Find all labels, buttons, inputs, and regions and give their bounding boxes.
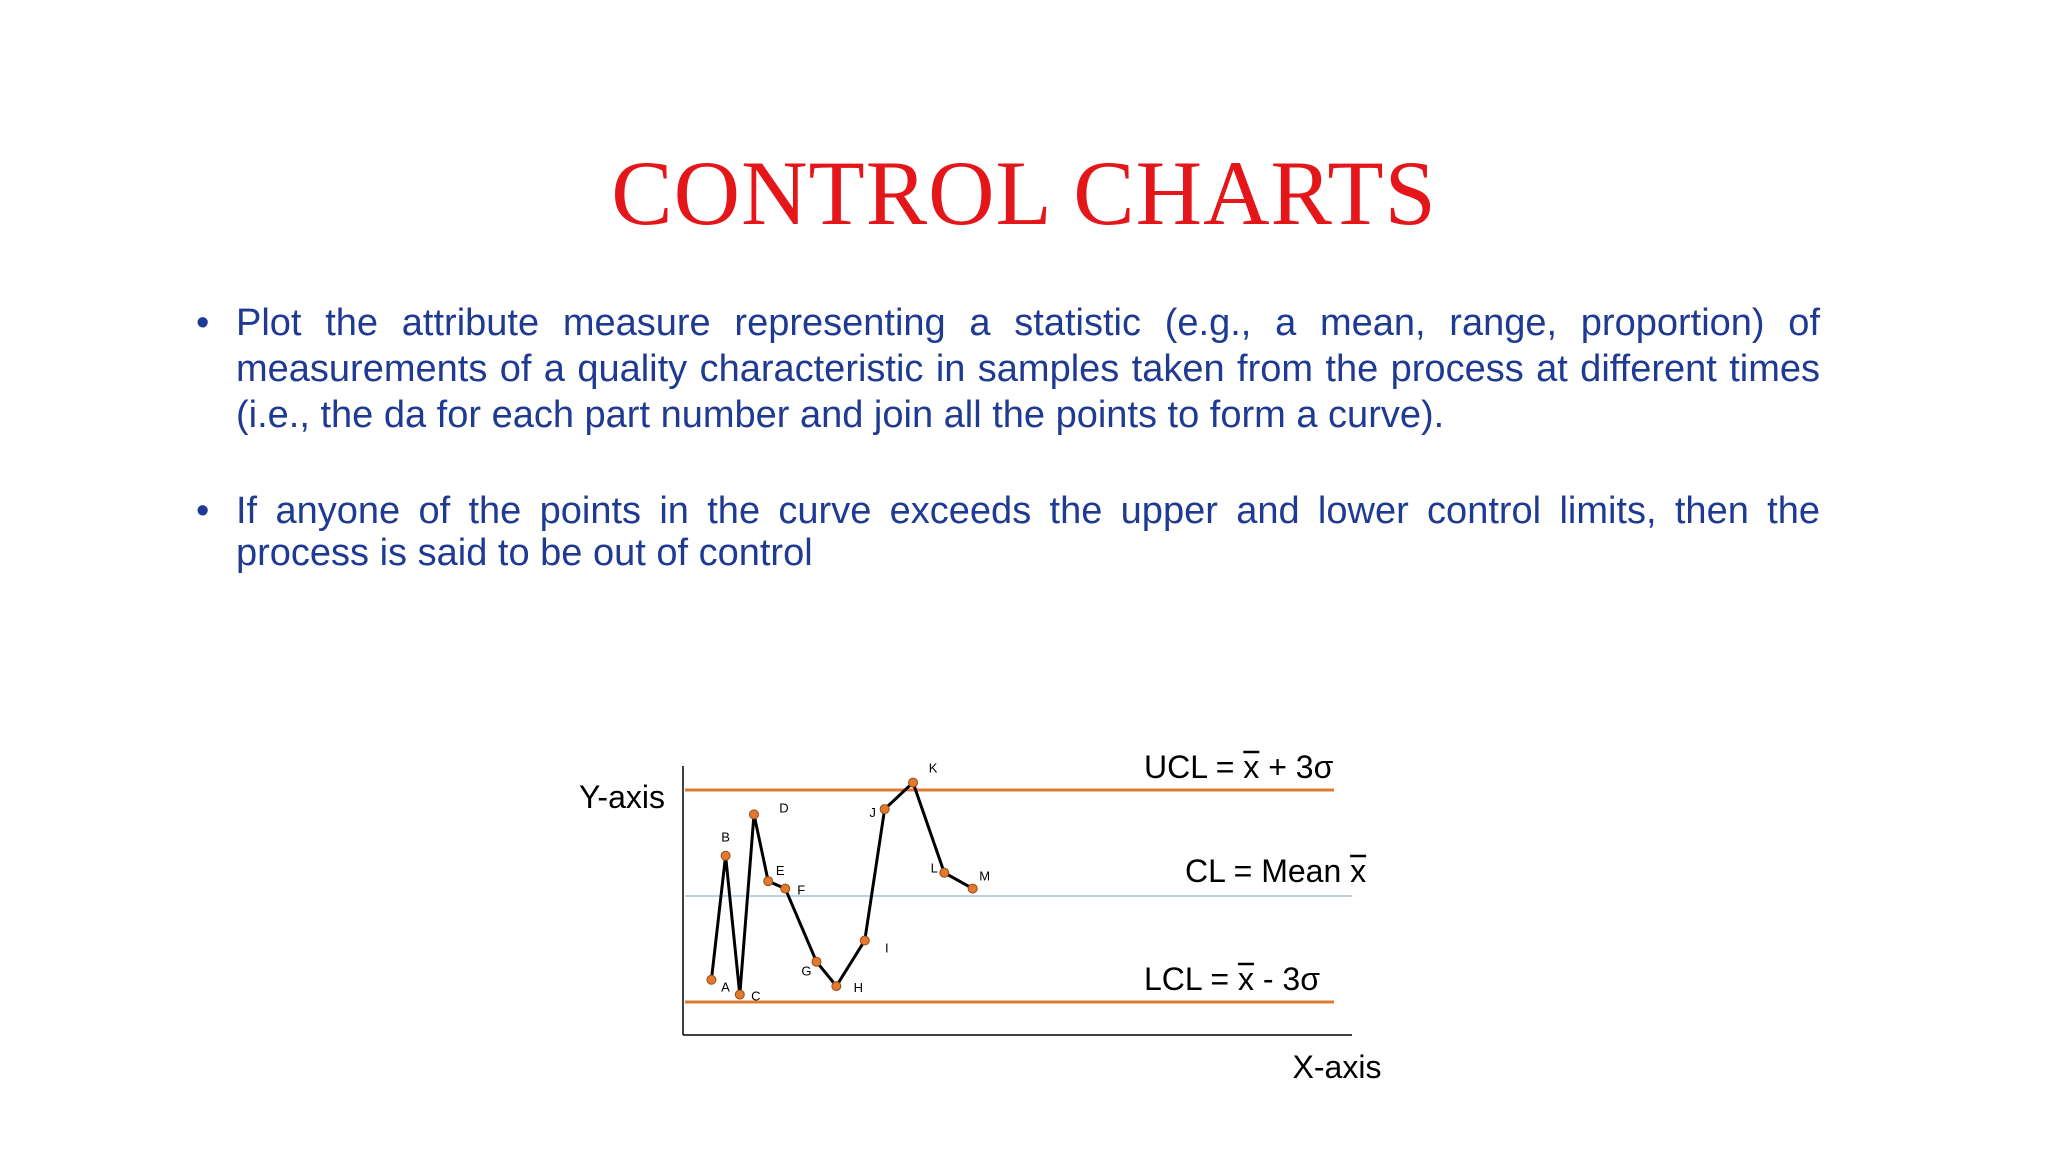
data-point-k xyxy=(909,778,918,787)
data-point-i xyxy=(860,936,869,945)
data-point-label-a: A xyxy=(721,979,730,995)
data-point-label-e: E xyxy=(775,863,785,879)
cl-label xyxy=(1185,853,1366,889)
lcl-label-prefix: LCL = xyxy=(1144,961,1238,997)
data-point-a xyxy=(707,975,716,984)
data-point-label-j: J xyxy=(869,805,876,821)
data-point-label-f: F xyxy=(797,882,806,898)
bullet-icon: • xyxy=(196,302,210,344)
slide-title: CONTROL CHARTS xyxy=(611,142,1437,244)
data-point-label-c: C xyxy=(751,988,761,1004)
data-point-f xyxy=(781,884,790,893)
bullet-icon: • xyxy=(196,490,210,532)
data-point-c xyxy=(735,990,744,999)
data-point-label-m: M xyxy=(979,868,991,884)
data-point-e xyxy=(764,877,773,886)
bullet-text: If anyone of the points in the curve exceeds the upper and lower control limits, then the process is said to be out of control xyxy=(236,490,1820,574)
data-point-label-d: D xyxy=(779,800,789,816)
y-axis-label: Y-axis xyxy=(579,779,665,815)
data-point-b xyxy=(721,851,730,860)
bullet-text: Plot the attribute measure representing a statistic (e.g., a mean, range, proportion) of measurements of a quality characteristic in samples taken from the process at different times (i.e., the da for each part number and join all the points to form a curve). xyxy=(236,302,1820,436)
lcl-label-suffix: - 3σ xyxy=(1253,961,1320,997)
data-point-label-l: L xyxy=(930,860,938,876)
data-point-label-i: I xyxy=(884,940,889,956)
ucl-label xyxy=(1144,749,1334,785)
data-point-label-h: H xyxy=(853,980,864,996)
data-point-h xyxy=(832,982,841,991)
data-point-d xyxy=(750,810,759,819)
data-point-j xyxy=(880,805,889,814)
lcl-label xyxy=(1144,961,1320,997)
ucl-label-prefix: UCL = xyxy=(1144,749,1244,785)
x-axis-label: X-axis xyxy=(1292,1049,1382,1085)
ucl-label-xbar: x xyxy=(1243,749,1260,785)
data-point-label-b: B xyxy=(721,829,730,845)
ucl-label-suffix: + 3σ xyxy=(1259,749,1334,785)
data-point-l xyxy=(940,868,949,877)
data-point-m xyxy=(968,884,977,893)
cl-label-xbar: x xyxy=(1350,853,1367,889)
data-point-label-k: K xyxy=(928,760,938,776)
data-point-label-g: G xyxy=(801,963,812,979)
cl-label-prefix: CL = Mean xyxy=(1185,853,1351,889)
lcl-label-xbar: x xyxy=(1237,961,1254,997)
data-point-g xyxy=(812,957,821,966)
